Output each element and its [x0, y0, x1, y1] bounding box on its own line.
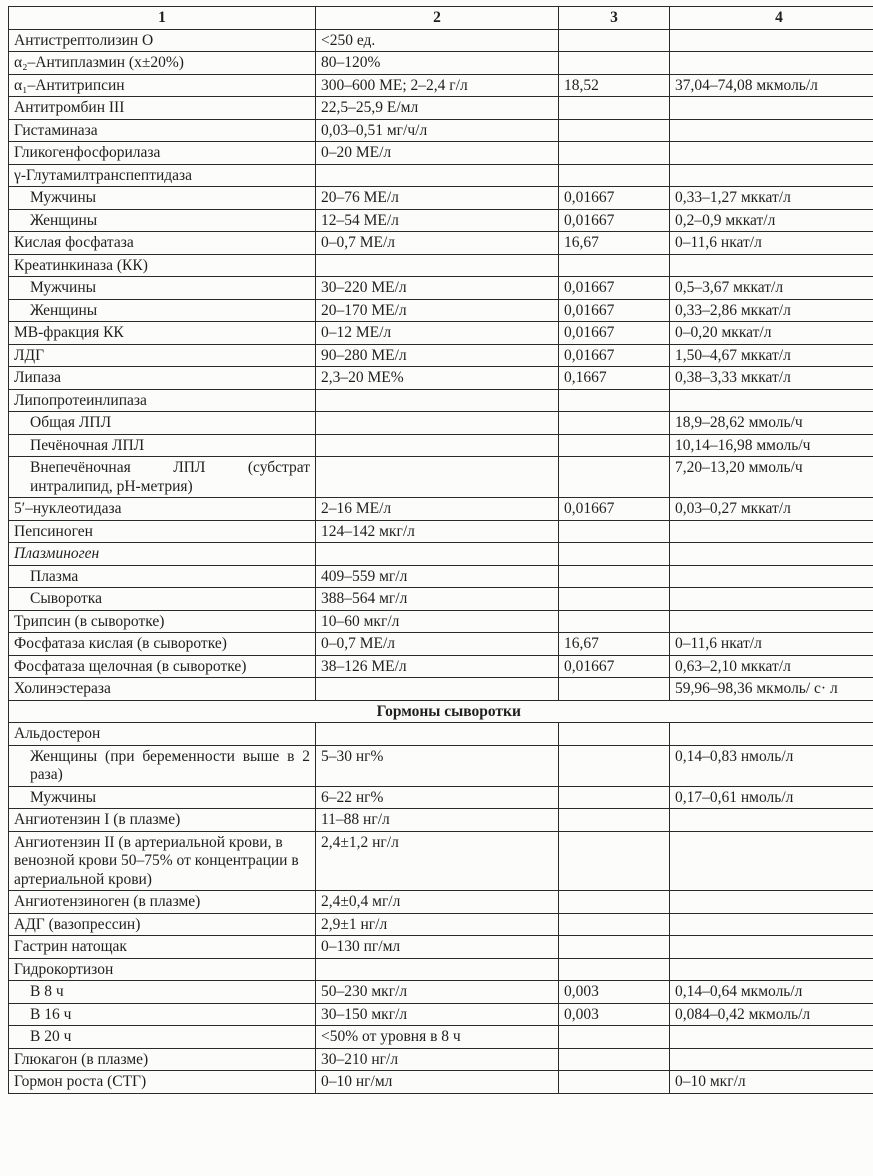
- row-si: [670, 520, 873, 543]
- row-norm: [316, 723, 559, 746]
- row-norm: 5–30 нг%: [316, 745, 559, 786]
- row-si: 0,33–1,27 мккат/л: [670, 187, 873, 210]
- row-name: Мужчины: [9, 277, 316, 300]
- row-norm: 2,4±1,2 нг/л: [316, 831, 559, 891]
- table-row: [9, 457, 873, 498]
- row-si: [670, 1048, 873, 1071]
- hormones-body: [9, 700, 873, 1093]
- row-norm: [316, 543, 559, 566]
- table-row: [9, 655, 873, 678]
- header-col-2: 2: [316, 7, 559, 30]
- row-norm: [316, 389, 559, 412]
- row-name: Кислая фосфатаза: [9, 232, 316, 255]
- row-norm: 90–280 МЕ/л: [316, 344, 559, 367]
- row-name: Липаза: [9, 367, 316, 390]
- row-norm: 50–230 мкг/л: [316, 981, 559, 1004]
- row-factor: 0,003: [559, 1003, 670, 1026]
- row-si: 0,2–0,9 мккат/л: [670, 209, 873, 232]
- row-norm: 11–88 нг/л: [316, 809, 559, 832]
- row-si: [670, 1026, 873, 1049]
- row-factor: 0,01667: [559, 322, 670, 345]
- row-name: Внепечёночная ЛПЛ (субстрат интралипид, pH-метрия): [9, 457, 316, 498]
- row-si: [670, 913, 873, 936]
- row-si: [670, 142, 873, 165]
- row-norm: [316, 434, 559, 457]
- row-name: Печёночная ЛПЛ: [9, 434, 316, 457]
- row-norm: 80–120%: [316, 52, 559, 75]
- row-norm: 2–16 МЕ/л: [316, 498, 559, 521]
- row-si: 0,17–0,61 нмоль/л: [670, 786, 873, 809]
- row-factor: [559, 119, 670, 142]
- table-row: [9, 520, 873, 543]
- row-norm: 0,03–0,51 мг/ч/л: [316, 119, 559, 142]
- table-row: [9, 74, 873, 97]
- row-name: Гликогенфосфорилаза: [9, 142, 316, 165]
- table-row: [9, 588, 873, 611]
- row-name: α₁–Антитрипсин: [9, 74, 316, 97]
- row-norm: [316, 164, 559, 187]
- row-name: Антистрептолизин О: [9, 29, 316, 52]
- row-name: Ангиотензиноген (в плазме): [9, 891, 316, 914]
- row-name: Креатинкиназа (КК): [9, 254, 316, 277]
- row-factor: [559, 52, 670, 75]
- row-name: МВ-фракция КК: [9, 322, 316, 345]
- row-norm: [316, 678, 559, 701]
- row-si: [670, 831, 873, 891]
- row-si: [670, 610, 873, 633]
- row-factor: [559, 389, 670, 412]
- table-row: [9, 434, 873, 457]
- section-title: Гормоны сыворотки: [9, 700, 873, 723]
- row-norm: <250 ед.: [316, 29, 559, 52]
- row-norm: 0–20 МЕ/л: [316, 142, 559, 165]
- table-row: [9, 913, 873, 936]
- table-row: [9, 119, 873, 142]
- row-norm: 20–76 МЕ/л: [316, 187, 559, 210]
- row-norm: 300–600 МЕ; 2–2,4 г/л: [316, 74, 559, 97]
- row-name: Женщины: [9, 209, 316, 232]
- table-row: [9, 389, 873, 412]
- table-row: [9, 981, 873, 1004]
- table-row: [9, 498, 873, 521]
- table-row: [9, 1071, 873, 1094]
- row-factor: [559, 457, 670, 498]
- row-norm: 0–10 нг/мл: [316, 1071, 559, 1094]
- row-name: Липопротеинлипаза: [9, 389, 316, 412]
- row-name: Ангиотензин I (в плазме): [9, 809, 316, 832]
- table-row: [9, 723, 873, 746]
- row-name: Антитромбин III: [9, 97, 316, 120]
- row-factor: [559, 786, 670, 809]
- row-si: [670, 254, 873, 277]
- row-factor: [559, 588, 670, 611]
- row-si: [670, 723, 873, 746]
- row-si: 0–10 мкг/л: [670, 1071, 873, 1094]
- row-factor: 16,67: [559, 232, 670, 255]
- table-row: [9, 29, 873, 52]
- row-name: 5′–нуклеотидаза: [9, 498, 316, 521]
- row-si: 0,14–0,64 мкмоль/л: [670, 981, 873, 1004]
- table-row: [9, 52, 873, 75]
- row-name: Женщины (при беременности выше в 2 раза): [9, 745, 316, 786]
- row-si: 10,14–16,98 ммоль/ч: [670, 434, 873, 457]
- row-si: [670, 958, 873, 981]
- row-si: [670, 97, 873, 120]
- table-row: [9, 1048, 873, 1071]
- row-si: [670, 891, 873, 914]
- row-norm: 2,9±1 нг/л: [316, 913, 559, 936]
- row-norm: 6–22 нг%: [316, 786, 559, 809]
- table-row: [9, 678, 873, 701]
- row-factor: [559, 565, 670, 588]
- row-factor: [559, 1026, 670, 1049]
- row-factor: 0,01667: [559, 209, 670, 232]
- row-factor: 0,003: [559, 981, 670, 1004]
- row-norm: 0–0,7 МЕ/л: [316, 232, 559, 255]
- row-factor: 0,01667: [559, 498, 670, 521]
- row-name: Плазма: [9, 565, 316, 588]
- row-factor: 0,01667: [559, 187, 670, 210]
- row-factor: [559, 254, 670, 277]
- row-norm: 30–220 МЕ/л: [316, 277, 559, 300]
- table-row: [9, 142, 873, 165]
- row-si: 0–0,20 мккат/л: [670, 322, 873, 345]
- row-name: ЛДГ: [9, 344, 316, 367]
- row-norm: [316, 457, 559, 498]
- row-norm: [316, 254, 559, 277]
- table-row: [9, 633, 873, 656]
- row-name: Гидрокортизон: [9, 958, 316, 981]
- row-factor: 0,1667: [559, 367, 670, 390]
- table-row: [9, 786, 873, 809]
- row-norm: [316, 412, 559, 435]
- row-si: [670, 565, 873, 588]
- table-row: [9, 277, 873, 300]
- row-si: 0,63–2,10 мккат/л: [670, 655, 873, 678]
- row-name: Пепсиноген: [9, 520, 316, 543]
- row-si: 0,084–0,42 мкмоль/л: [670, 1003, 873, 1026]
- row-factor: [559, 958, 670, 981]
- row-factor: 0,01667: [559, 277, 670, 300]
- row-name: Гормон роста (СТГ): [9, 1071, 316, 1094]
- row-norm: 20–170 МЕ/л: [316, 299, 559, 322]
- row-name: Фосфатаза кислая (в сыворотке): [9, 633, 316, 656]
- table-row: [9, 187, 873, 210]
- table-row: [9, 367, 873, 390]
- row-name: Глюкагон (в плазме): [9, 1048, 316, 1071]
- row-name: γ-Глутамилтранспептидаза: [9, 164, 316, 187]
- row-norm: 12–54 МЕ/л: [316, 209, 559, 232]
- row-factor: 16,67: [559, 633, 670, 656]
- table-row: [9, 344, 873, 367]
- row-name: Ангиотензин II (в артериальной крови, в венозной крови 50–75% от концентрации в артериальной крови): [9, 831, 316, 891]
- table-row: [9, 97, 873, 120]
- row-factor: [559, 520, 670, 543]
- row-name: Сыворотка: [9, 588, 316, 611]
- row-si: [670, 936, 873, 959]
- row-norm: 388–564 мг/л: [316, 588, 559, 611]
- row-norm: 22,5–25,9 Е/мл: [316, 97, 559, 120]
- row-si: 1,50–4,67 мккат/л: [670, 344, 873, 367]
- row-name: Общая ЛПЛ: [9, 412, 316, 435]
- row-factor: [559, 97, 670, 120]
- row-si: [670, 29, 873, 52]
- table-row: [9, 831, 873, 891]
- row-si: 37,04–74,08 мкмоль/л: [670, 74, 873, 97]
- row-si: 0,5–3,67 мккат/л: [670, 277, 873, 300]
- row-factor: [559, 1071, 670, 1094]
- row-norm: 2,3–20 МЕ%: [316, 367, 559, 390]
- row-factor: 0,01667: [559, 299, 670, 322]
- row-name: Фосфатаза щелочная (в сыворотке): [9, 655, 316, 678]
- row-name: В 16 ч: [9, 1003, 316, 1026]
- row-factor: [559, 164, 670, 187]
- section-row: [9, 700, 873, 723]
- row-factor: [559, 723, 670, 746]
- row-factor: [559, 543, 670, 566]
- row-si: 7,20–13,20 ммоль/ч: [670, 457, 873, 498]
- table-row: [9, 412, 873, 435]
- table-row: [9, 745, 873, 786]
- row-factor: [559, 936, 670, 959]
- row-name: Мужчины: [9, 786, 316, 809]
- row-factor: [559, 142, 670, 165]
- table-row: [9, 543, 873, 566]
- row-norm: 2,4±0,4 мг/л: [316, 891, 559, 914]
- table-row: [9, 232, 873, 255]
- header-col-3: 3: [559, 7, 670, 30]
- row-norm: 0–130 пг/мл: [316, 936, 559, 959]
- row-si: 0,03–0,27 мккат/л: [670, 498, 873, 521]
- row-factor: [559, 745, 670, 786]
- row-norm: 0–12 МЕ/л: [316, 322, 559, 345]
- row-si: [670, 164, 873, 187]
- row-norm: [316, 958, 559, 981]
- row-norm: 0–0,7 МЕ/л: [316, 633, 559, 656]
- table-row: [9, 1003, 873, 1026]
- table-row: [9, 958, 873, 981]
- reference-values-table: [8, 6, 873, 1094]
- row-si: 0,14–0,83 нмоль/л: [670, 745, 873, 786]
- table-header-row: [9, 7, 873, 30]
- table-row: [9, 299, 873, 322]
- table-row: [9, 322, 873, 345]
- row-factor: [559, 412, 670, 435]
- row-name: Холинэстераза: [9, 678, 316, 701]
- header-col-4: 4: [670, 7, 873, 30]
- table-row: [9, 209, 873, 232]
- row-norm: 10–60 мкг/л: [316, 610, 559, 633]
- row-factor: [559, 891, 670, 914]
- row-name: α₂–Антиплазмин (x±20%): [9, 52, 316, 75]
- row-si: [670, 588, 873, 611]
- table-row: [9, 891, 873, 914]
- table-row: [9, 610, 873, 633]
- table-row: [9, 809, 873, 832]
- table-row: [9, 164, 873, 187]
- row-name: Трипсин (в сыворотке): [9, 610, 316, 633]
- row-name: В 20 ч: [9, 1026, 316, 1049]
- row-si: 0,33–2,86 мккат/л: [670, 299, 873, 322]
- table-row: [9, 936, 873, 959]
- row-norm: 38–126 МЕ/л: [316, 655, 559, 678]
- row-factor: [559, 913, 670, 936]
- row-si: [670, 543, 873, 566]
- row-name: Гастрин натощак: [9, 936, 316, 959]
- row-factor: 0,01667: [559, 344, 670, 367]
- row-factor: 0,01667: [559, 655, 670, 678]
- row-factor: [559, 434, 670, 457]
- row-name: Альдостерон: [9, 723, 316, 746]
- row-name: Женщины: [9, 299, 316, 322]
- row-name: Мужчины: [9, 187, 316, 210]
- header-col-1: 1: [9, 7, 316, 30]
- row-factor: [559, 610, 670, 633]
- row-si: [670, 52, 873, 75]
- row-si: 0–11,6 нкат/л: [670, 232, 873, 255]
- row-name: Плазминоген: [9, 543, 316, 566]
- row-si: [670, 389, 873, 412]
- row-factor: [559, 1048, 670, 1071]
- row-si: [670, 809, 873, 832]
- row-si: 0–11,6 нкат/л: [670, 633, 873, 656]
- row-factor: [559, 29, 670, 52]
- table-row: [9, 565, 873, 588]
- row-name: В 8 ч: [9, 981, 316, 1004]
- row-factor: [559, 831, 670, 891]
- enzymes-body: [9, 29, 873, 700]
- row-norm: 30–150 мкг/л: [316, 1003, 559, 1026]
- row-norm: 409–559 мг/л: [316, 565, 559, 588]
- row-norm: 124–142 мкг/л: [316, 520, 559, 543]
- row-factor: 18,52: [559, 74, 670, 97]
- row-si: [670, 119, 873, 142]
- row-norm: <50% от уровня в 8 ч: [316, 1026, 559, 1049]
- row-si: 59,96–98,36 мкмоль/ с· л: [670, 678, 873, 701]
- row-name: Гистаминаза: [9, 119, 316, 142]
- table-row: [9, 1026, 873, 1049]
- table-row: [9, 254, 873, 277]
- row-si: 18,9–28,62 ммоль/ч: [670, 412, 873, 435]
- row-norm: 30–210 нг/л: [316, 1048, 559, 1071]
- row-name: АДГ (вазопрессин): [9, 913, 316, 936]
- row-factor: [559, 809, 670, 832]
- row-si: 0,38–3,33 мккат/л: [670, 367, 873, 390]
- row-factor: [559, 678, 670, 701]
